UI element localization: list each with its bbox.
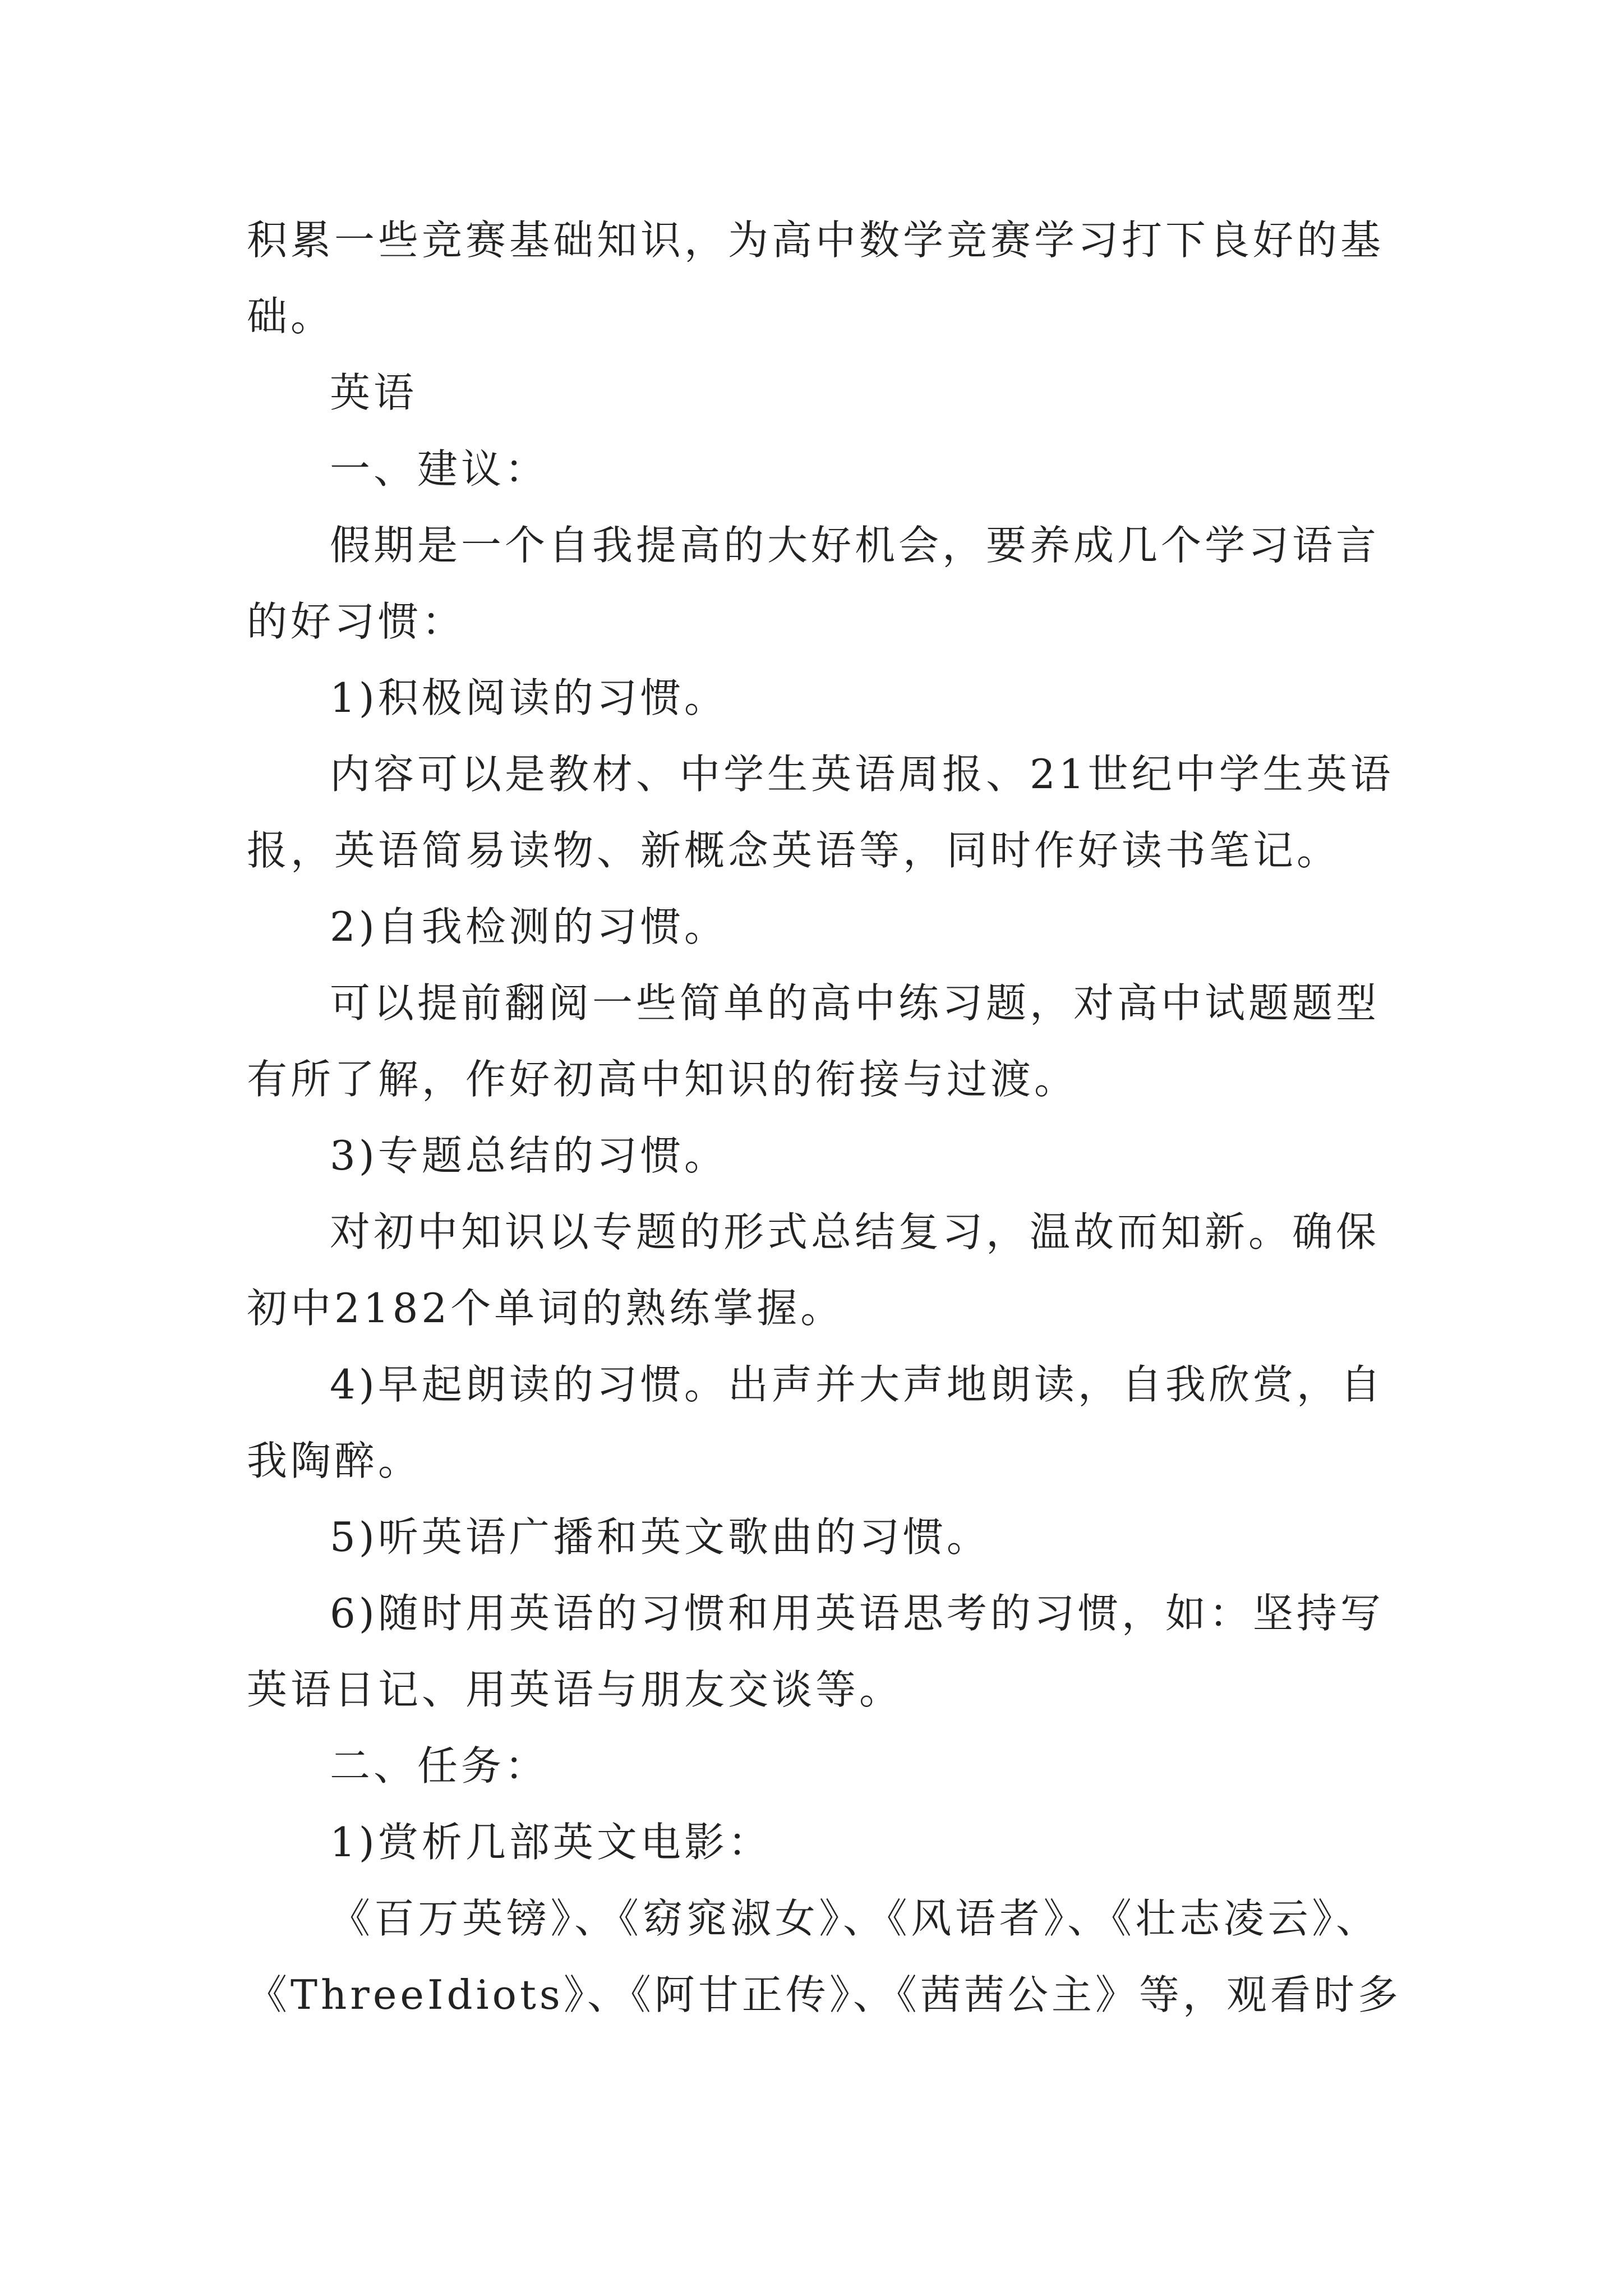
text-line: 我陶醉。: [247, 1437, 422, 1484]
text-line: 内容可以是教材、中学生英语周报、21世纪中学生英语: [330, 751, 1394, 798]
text-line: 6)随时用英语的习惯和用英语思考的习惯，如：坚持写: [330, 1590, 1384, 1637]
text-line: 英语: [330, 369, 418, 416]
text-line: 初中2182个单词的熟练掌握。: [247, 1285, 845, 1332]
text-line: 5)听英语广播和英文歌曲的习惯。: [330, 1513, 990, 1561]
text-line: 1)积极阅读的习惯。: [330, 674, 728, 721]
text-line: 一、建议：: [330, 445, 549, 493]
text-line: 的好习惯：: [247, 598, 466, 645]
text-line: 4)早起朗读的习惯。出声并大声地朗读，自我欣赏，自: [330, 1361, 1384, 1408]
body-text: [247, 202, 1401, 2033]
text-line: 二、任务：: [330, 1742, 549, 1789]
text-line: 2)自我检测的习惯。: [330, 903, 728, 950]
text-line: 础。: [247, 293, 335, 340]
text-line: 1)赏析几部英文电影：: [330, 1819, 772, 1866]
text-line: 可以提前翻阅一些简单的高中练习题，对高中试题题型: [330, 979, 1380, 1027]
text-line: 报，英语简易读物、新概念英语等，同时作好读书笔记。: [247, 827, 1341, 874]
text-line: 对初中知识以专题的形式总结复习，温故而知新。确保: [330, 1208, 1380, 1255]
text-line: 《百万英镑》、《窈窕淑女》、《风语者》、《壮志凌云》、: [330, 1895, 1380, 1942]
text-line: 有所了解，作好初高中知识的衔接与过渡。: [247, 1056, 1078, 1103]
text-line: 英语日记、用英语与朋友交谈等。: [247, 1666, 903, 1713]
text-line: 3)专题总结的习惯。: [330, 1132, 728, 1179]
text-line: 积累一些竞赛基础知识，为高中数学竞赛学习打下良好的基: [247, 217, 1385, 264]
text-line: 假期是一个自我提高的大好机会，要养成几个学习语言: [330, 522, 1380, 569]
text-line: 《ThreeIdiots》、《阿甘正传》、《茜茜公主》等，观看时多: [247, 1971, 1401, 2018]
